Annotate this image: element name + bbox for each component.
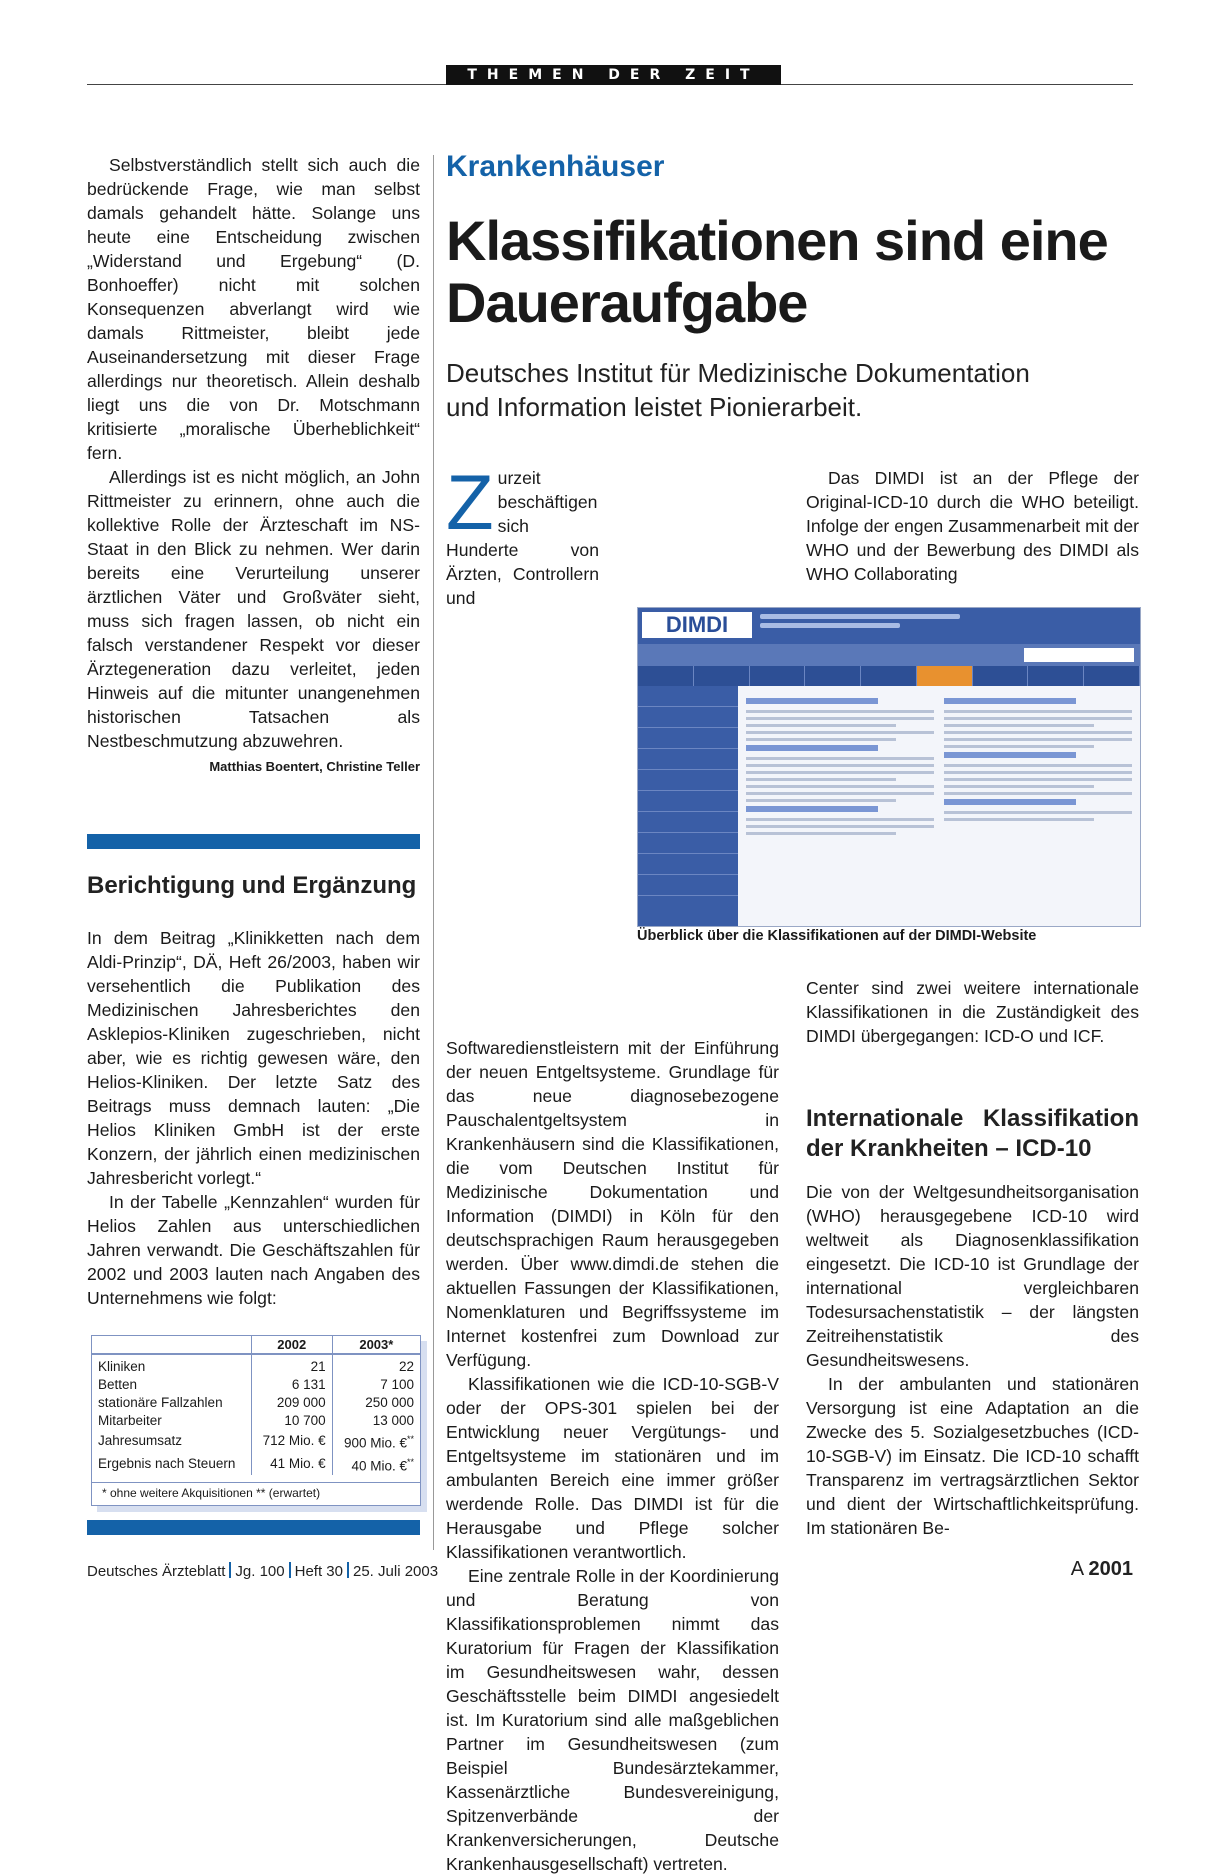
table-header-row [92, 1336, 420, 1354]
table-cell: 10 700 [251, 1412, 332, 1430]
main-article-column-2 [806, 976, 1139, 1540]
table-cell: 40 Mio. €** [332, 1453, 420, 1476]
footer-separator [289, 1562, 291, 1578]
table-row [92, 1430, 420, 1453]
table-cell: 7 100 [332, 1376, 420, 1394]
table-footnote: * ohne weitere Akquisitionen ** (erwartet) [92, 1482, 420, 1505]
main-paragraph: In der ambulanten und stationären Versorgung ist eine Adaptation an die Zwecke des 5. Sozialgesetzbuches (ICD-10-SGB-V) im Einsatz. Die ICD-10 schafft Transparenz im vertragsärztlichen Sektor und dient der Wirtschaftlichkeitsprüfung. Im stationären Be- [806, 1374, 1139, 1538]
table-row [92, 1354, 420, 1376]
correction-paragraph: In der Tabelle „Kennzahlen“ wurden für Helios Zahlen aus unterschiedlichen Jahren verwandt. Die Geschäftszahlen für 2002 und 2003 lauten nach Angaben des Unternehmens wie folgt: [87, 1192, 420, 1308]
section-heading: Internationale Klassifikation der Krankheiten – ICD-10 [806, 1105, 1139, 1162]
helios-figures-table [91, 1335, 421, 1506]
journal-name: Deutsches Ärzteblatt [87, 1563, 226, 1580]
table-header-cell [92, 1336, 251, 1354]
table-cell: 250 000 [332, 1394, 420, 1412]
table-cell: 21 [251, 1354, 332, 1376]
table-cell: Betten [98, 1377, 138, 1392]
author-line: Matthias Boentert, Christine Teller [209, 759, 420, 774]
issue-date: 25. Juli 2003 [353, 1563, 439, 1580]
table-row [92, 1453, 420, 1476]
left-paragraph [87, 465, 420, 774]
screenshot-content [738, 686, 1140, 926]
table-cell: 13 000 [332, 1412, 420, 1430]
table-cell: Mitarbeiter [98, 1413, 162, 1428]
table-row [92, 1376, 420, 1394]
table-header-cell: 2003* [332, 1336, 420, 1354]
screenshot-search-box [1024, 648, 1134, 662]
screenshot-header [638, 608, 1140, 644]
correction-body [87, 926, 420, 1310]
table-row [92, 1412, 420, 1430]
journal-volume: Jg. 100 [235, 1563, 285, 1580]
table-cell: 209 000 [251, 1394, 332, 1412]
footer-separator [347, 1562, 349, 1578]
figure-caption: Überblick über die Klassifikationen auf der DIMDI-Website [637, 928, 1037, 944]
left-article [87, 153, 420, 779]
main-paragraph: Eine zentrale Rolle in der Koordinierung und Beratung von Klassifikationsproblemen nimmt das Kuratorium für Fragen der Klassifikation im Gesundheitswesen wahr, dessen Geschäftsstelle beim DIMDI angesiedelt ist. Im Kuratorium sind alle maßgeblichen Partner im Gesundheitswesen (zum Beispiel Bundesärztekammer, Kassenärztliche Bundesvereinigung, Spitzenverbände der Krankenversicherungen, Deutsche Krankenhausgesellschaft) vertreten. [446, 1566, 780, 1874]
table-cell: 41 Mio. € [251, 1453, 332, 1476]
table-header-cell: 2002 [251, 1336, 332, 1354]
main-paragraph: Klassifikationen wie die ICD-10-SGB-V oder der OPS-301 spielen bei der Entwicklung neuer Vergütungs- und Entgeltsysteme im stationären und im ambulanten Bereich eine immer größer werdende Rolle. Das DIMDI ist für die Herausgabe und Pflege solcher Klassifikationen verantwortlich. [446, 1374, 779, 1562]
page-number [1071, 1558, 1133, 1581]
headline: Klassifikationen sind eine Daueraufgabe [446, 209, 1108, 334]
subheadline: Deutsches Institut für Medizinische Dokumentation und Information leistet Pionierarbeit. [446, 358, 1030, 422]
main-paragraph: Die von der Weltgesundheitsorganisation (WHO) herausgegebene ICD-10 wird weltweit als Diagnosenklassifikation eingesetzt. Die ICD-10 ist Grundlage der international vergleichbaren Todesursachenstatistik – der längsten Zeitreihenstatistik des Gesundheitswesens. [806, 1182, 1139, 1370]
main-article-column-2-top [806, 466, 1139, 586]
correction-title: Berichtigung und Ergänzung [87, 872, 417, 899]
left-paragraph: Selbstverständlich stellt sich auch die bedrückende Frage, wie man selbst damals gehandelt hätte. Solange uns heute eine Entscheidung zwischen „Widerstand und Ergebung“ (D. Bonhoeffer) nicht mit solchen Konsequenzen abverlangt wird wie damals Rittmeister, bleibt jede Auseinandersetzung mit dieser Frage allerdings nur theoretisch. Allein deshalb liegt uns die von Dr. Motschmann kritisierte „moralische Überheblichkeit“ fern. [87, 155, 420, 463]
table-cell: Kliniken [98, 1359, 146, 1374]
page-footer [87, 1558, 1133, 1580]
table-cell: 22 [332, 1354, 420, 1376]
table-cell: 712 Mio. € [251, 1430, 332, 1453]
left-paragraph-text: Allerdings ist es nicht möglich, an John Rittmeister zu erinnern, ohne auch die kollektive Rolle der Ärzteschaft im NS-Staat in den Blick zu nehmen. Wer darin bereits eine Verurteilung unserer ärztlichen Väter und Großväter sieht, muss sich fragen lassen, ob nicht ein falsch verstandener Respekt vor dieser Ärztegeneration dazu verleitet, jeden Hinweis auf die mitunter unangenehmen historischen Tatsachen als Nestbeschmutzung abzuwehren. [87, 467, 420, 751]
dropcap: Z [446, 458, 494, 546]
main-paragraph: Das DIMDI ist an der Pflege der Original-ICD-10 durch die WHO beteiligt. Infolge der engen Zusammenarbeit mit der WHO und der Bewerbung des DIMDI als WHO Collaborating [806, 468, 1139, 584]
correction-bottom-bar [87, 1520, 420, 1535]
screenshot-strip [638, 644, 1140, 666]
main-paragraph: Center sind zwei weitere internationale Klassifikationen in die Zuständigkeit des DIMDI übergegangen: ICD-O und ICF. [806, 978, 1139, 1046]
page-prefix: A [1070, 1558, 1083, 1580]
correction-top-bar [87, 834, 420, 849]
footer-separator [229, 1562, 231, 1578]
screenshot-sidebar [638, 686, 738, 926]
journal-issue: Heft 30 [294, 1563, 343, 1580]
table-cell: Jahresumsatz [98, 1433, 183, 1449]
table-cell: Ergebnis nach Steuern [98, 1455, 236, 1471]
section-tag: THEMEN DER ZEIT [446, 65, 781, 85]
page-number-value: 2001 [1088, 1558, 1133, 1580]
screenshot-body [638, 686, 1140, 926]
main-paragraph-text: urzeit beschäftigen sich Hunderte von Ärzten, Controllern und Softwaredienstleistern mit der Einführung der neuen Entgeltsysteme. Grundlage für das neue diagnosebezogene Pauschalentgeltsystem in Krankenhäusern sind die Klassifikationen, die vom Deutschen Institut für Medizinische Dokumentation und Information (DIMDI) in Köln für den deutschsprachigen Raum herausgegeben werden. Über www.dimdi.de stehen die aktuellen Fassungen der Klassifikationen, Nomenklaturen und Begriffssysteme im Internet kostenfrei zum Download zur Verfügung. [446, 468, 779, 1370]
department-label: Krankenhäuser [446, 150, 665, 183]
table-cell: 900 Mio. €** [332, 1430, 420, 1453]
screenshot-nav [638, 666, 1140, 686]
table-cell: 6 131 [251, 1376, 332, 1394]
table-cell: stationäre Fallzahlen [98, 1395, 223, 1410]
dimdi-logo: DIMDI [642, 612, 752, 638]
figures-table [92, 1336, 420, 1475]
dimdi-website-screenshot [637, 607, 1141, 927]
column-divider [433, 155, 434, 1550]
table-row [92, 1394, 420, 1412]
correction-paragraph: In dem Beitrag „Klinikketten nach dem Aldi-Prinzip“, DÄ, Heft 26/2003, haben wir versehentlich die Publikation des Medizinischen Jahresberichtes den Asklepios-Kliniken zugeschrieben, nicht aber, wie es richtig gewesen wäre, den Helios-Kliniken. Der letzte Satz des Beitrags muss demnach lauten: „Die Helios Kliniken GmbH ist der erste Konzern, der jährlich einen medizinischen Jahresbericht vorlegt.“ [87, 928, 420, 1188]
screenshot-blurb [760, 614, 960, 638]
